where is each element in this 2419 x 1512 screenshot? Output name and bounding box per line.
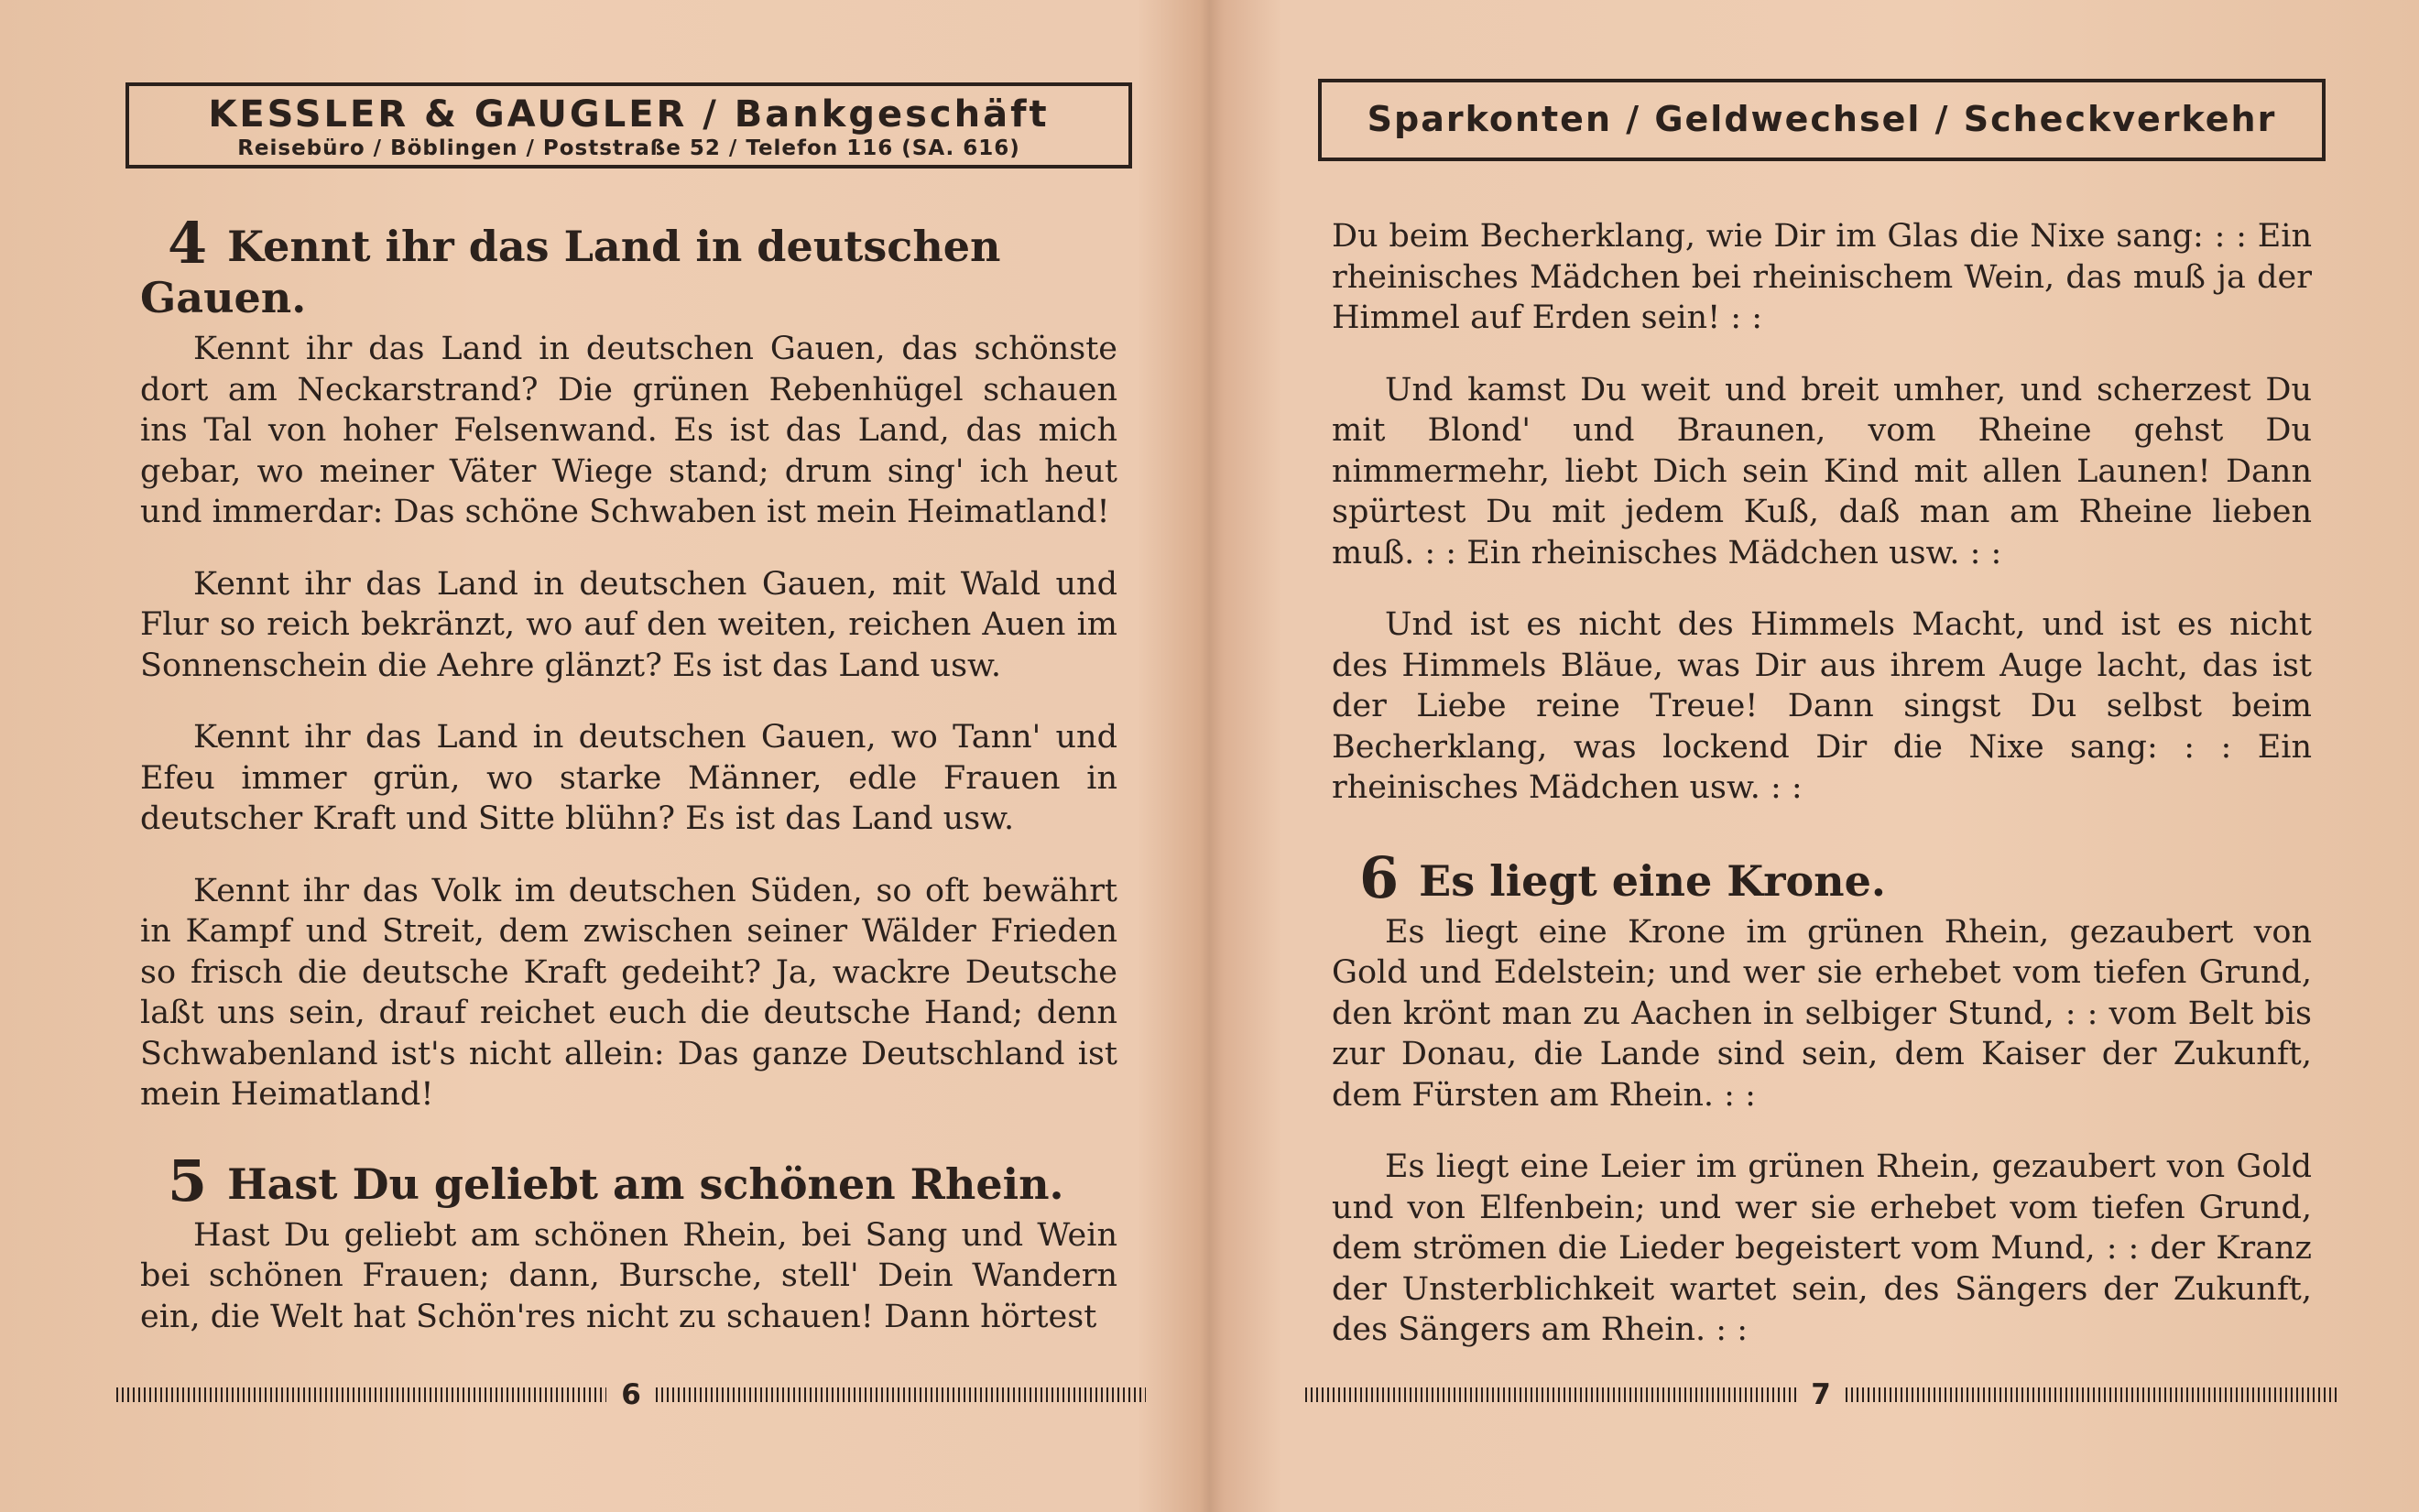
verse: Und kamst Du weit und breit umher, und scherzest Du mit Blond' und Braunen, vom Rheine gehst Du nimmermehr, liebt Dich sein Kind mit allen Launen! Dann spürtest Du mit jedem Kuß, daß man am Rheine lieben muß. : : Ein rheinisches Mädchen usw. : : bbox=[1332, 371, 2312, 571]
advertisement-headline: KESSLER & GAUGLER / Bankgeschäft bbox=[208, 93, 1050, 136]
song-title bbox=[1332, 843, 2312, 911]
verse: Kennt ihr das Land in deutschen Gauen, das schönste dort am Neckarstrand? Die grünen Rebenhügel schauen ins Tal von hoher Felsenwand. Es ist das Land, das mich gebar, wo meiner Väter Wiege stand; drum sing' ich heut und immerdar: Das schöne Schwaben ist mein Heimatland! bbox=[140, 331, 1117, 530]
right-page bbox=[1210, 0, 2419, 1512]
song-title-text: Hast Du geliebt am schönen Rhein. bbox=[227, 1158, 1064, 1209]
left-page bbox=[0, 0, 1209, 1512]
verse: Du beim Becherklang, wie Dir im Glas die Nixe sang: : : Ein rheinisches Mädchen bei rheinischem Wein, das muß ja der Himmel auf Erden sein! : : bbox=[1332, 218, 2312, 336]
song-title-text: Kennt ihr das Land in deutschen Gauen. bbox=[140, 222, 1001, 322]
advertisement-box bbox=[125, 82, 1132, 169]
page-footer bbox=[1305, 1378, 2337, 1411]
page-number: 7 bbox=[1811, 1378, 1831, 1411]
footer-rule bbox=[116, 1387, 606, 1402]
advertisement-headline: Sparkonten / Geldwechsel / Scheckverkehr bbox=[1367, 99, 2277, 139]
text-column bbox=[1332, 216, 2312, 1382]
song-title bbox=[140, 1147, 1117, 1214]
page-footer bbox=[116, 1378, 1146, 1411]
footer-rule bbox=[656, 1387, 1146, 1402]
verse: Hast Du geliebt am schönen Rhein, bei Sang und Wein bei schönen Frauen; dann, Bursche, stell' Dein Wandern ein, die Welt hat Schön'res nicht zu schauen! Dann hörtest bbox=[140, 1216, 1117, 1335]
song-title-text: Es liegt eine Krone. bbox=[1419, 855, 1886, 906]
text-column bbox=[140, 210, 1117, 1368]
footer-rule bbox=[1305, 1387, 1796, 1402]
verse: Es liegt eine Leier im grünen Rhein, gezaubert von Gold und von Elfenbein; und wer sie erhebet vom tiefen Grund, dem strömen die Lieder begeistert vom Mund, : : der Kranz der Unsterblichkeit wartet sein, des Sängers der Zukunft, des Sängers am Rhein. : : bbox=[1332, 1148, 2312, 1348]
verse: Kennt ihr das Land in deutschen Gauen, mit Wald und Flur so reich bekränzt, wo auf den weiten, reichen Auen im Sonnenschein die Aehre glänzt? Es ist das Land usw. bbox=[140, 565, 1117, 684]
advertisement-address: Reisebüro / Böblingen / Poststraße 52 / Telefon 116 (SA. 616) bbox=[237, 136, 1020, 160]
verse: Kennt ihr das Land in deutschen Gauen, wo Tann' und Efeu immer grün, wo starke Männer, edle Frauen in deutscher Kraft und Sitte blühn? Es ist das Land usw. bbox=[140, 719, 1117, 837]
song-title bbox=[140, 210, 1117, 323]
song-number: 5 bbox=[168, 1147, 208, 1214]
footer-rule bbox=[1846, 1387, 2337, 1402]
verse: Kennt ihr das Volk im deutschen Süden, so oft bewährt in Kampf und Streit, dem zwischen seiner Wälder Frieden so frisch die deutsche Kraft gedeiht? Ja, wackre Deutsche laßt uns sein, drauf reichet euch die deutsche Hand; denn Schwabenland ist's nicht allein: Das ganze Deutschland ist mein Heimatland! bbox=[140, 872, 1117, 1113]
advertisement-box bbox=[1318, 79, 2326, 161]
verse: Es liegt eine Krone im grünen Rhein, gezaubert von Gold und Edelstein; und wer sie erhebet vom tiefen Grund, den krönt man zu Aachen in selbiger Stund, : : vom Belt bis zur Donau, die Lande sind sein, dem Kaiser der Zukunft, dem Fürsten am Rhein. : : bbox=[1332, 913, 2312, 1114]
song-number: 4 bbox=[168, 210, 208, 277]
song-number: 6 bbox=[1359, 843, 1400, 911]
page-number: 6 bbox=[621, 1378, 641, 1411]
verse: Und ist es nicht des Himmels Macht, und ist es nicht des Himmels Bläue, was Dir aus ihrem Auge lacht, das ist der Liebe reine Treue! Dann singst Du selbst beim Becherklang, was lockend Dir die Nixe sang: : : Ein rheinisches Mädchen usw. : : bbox=[1332, 606, 2312, 806]
